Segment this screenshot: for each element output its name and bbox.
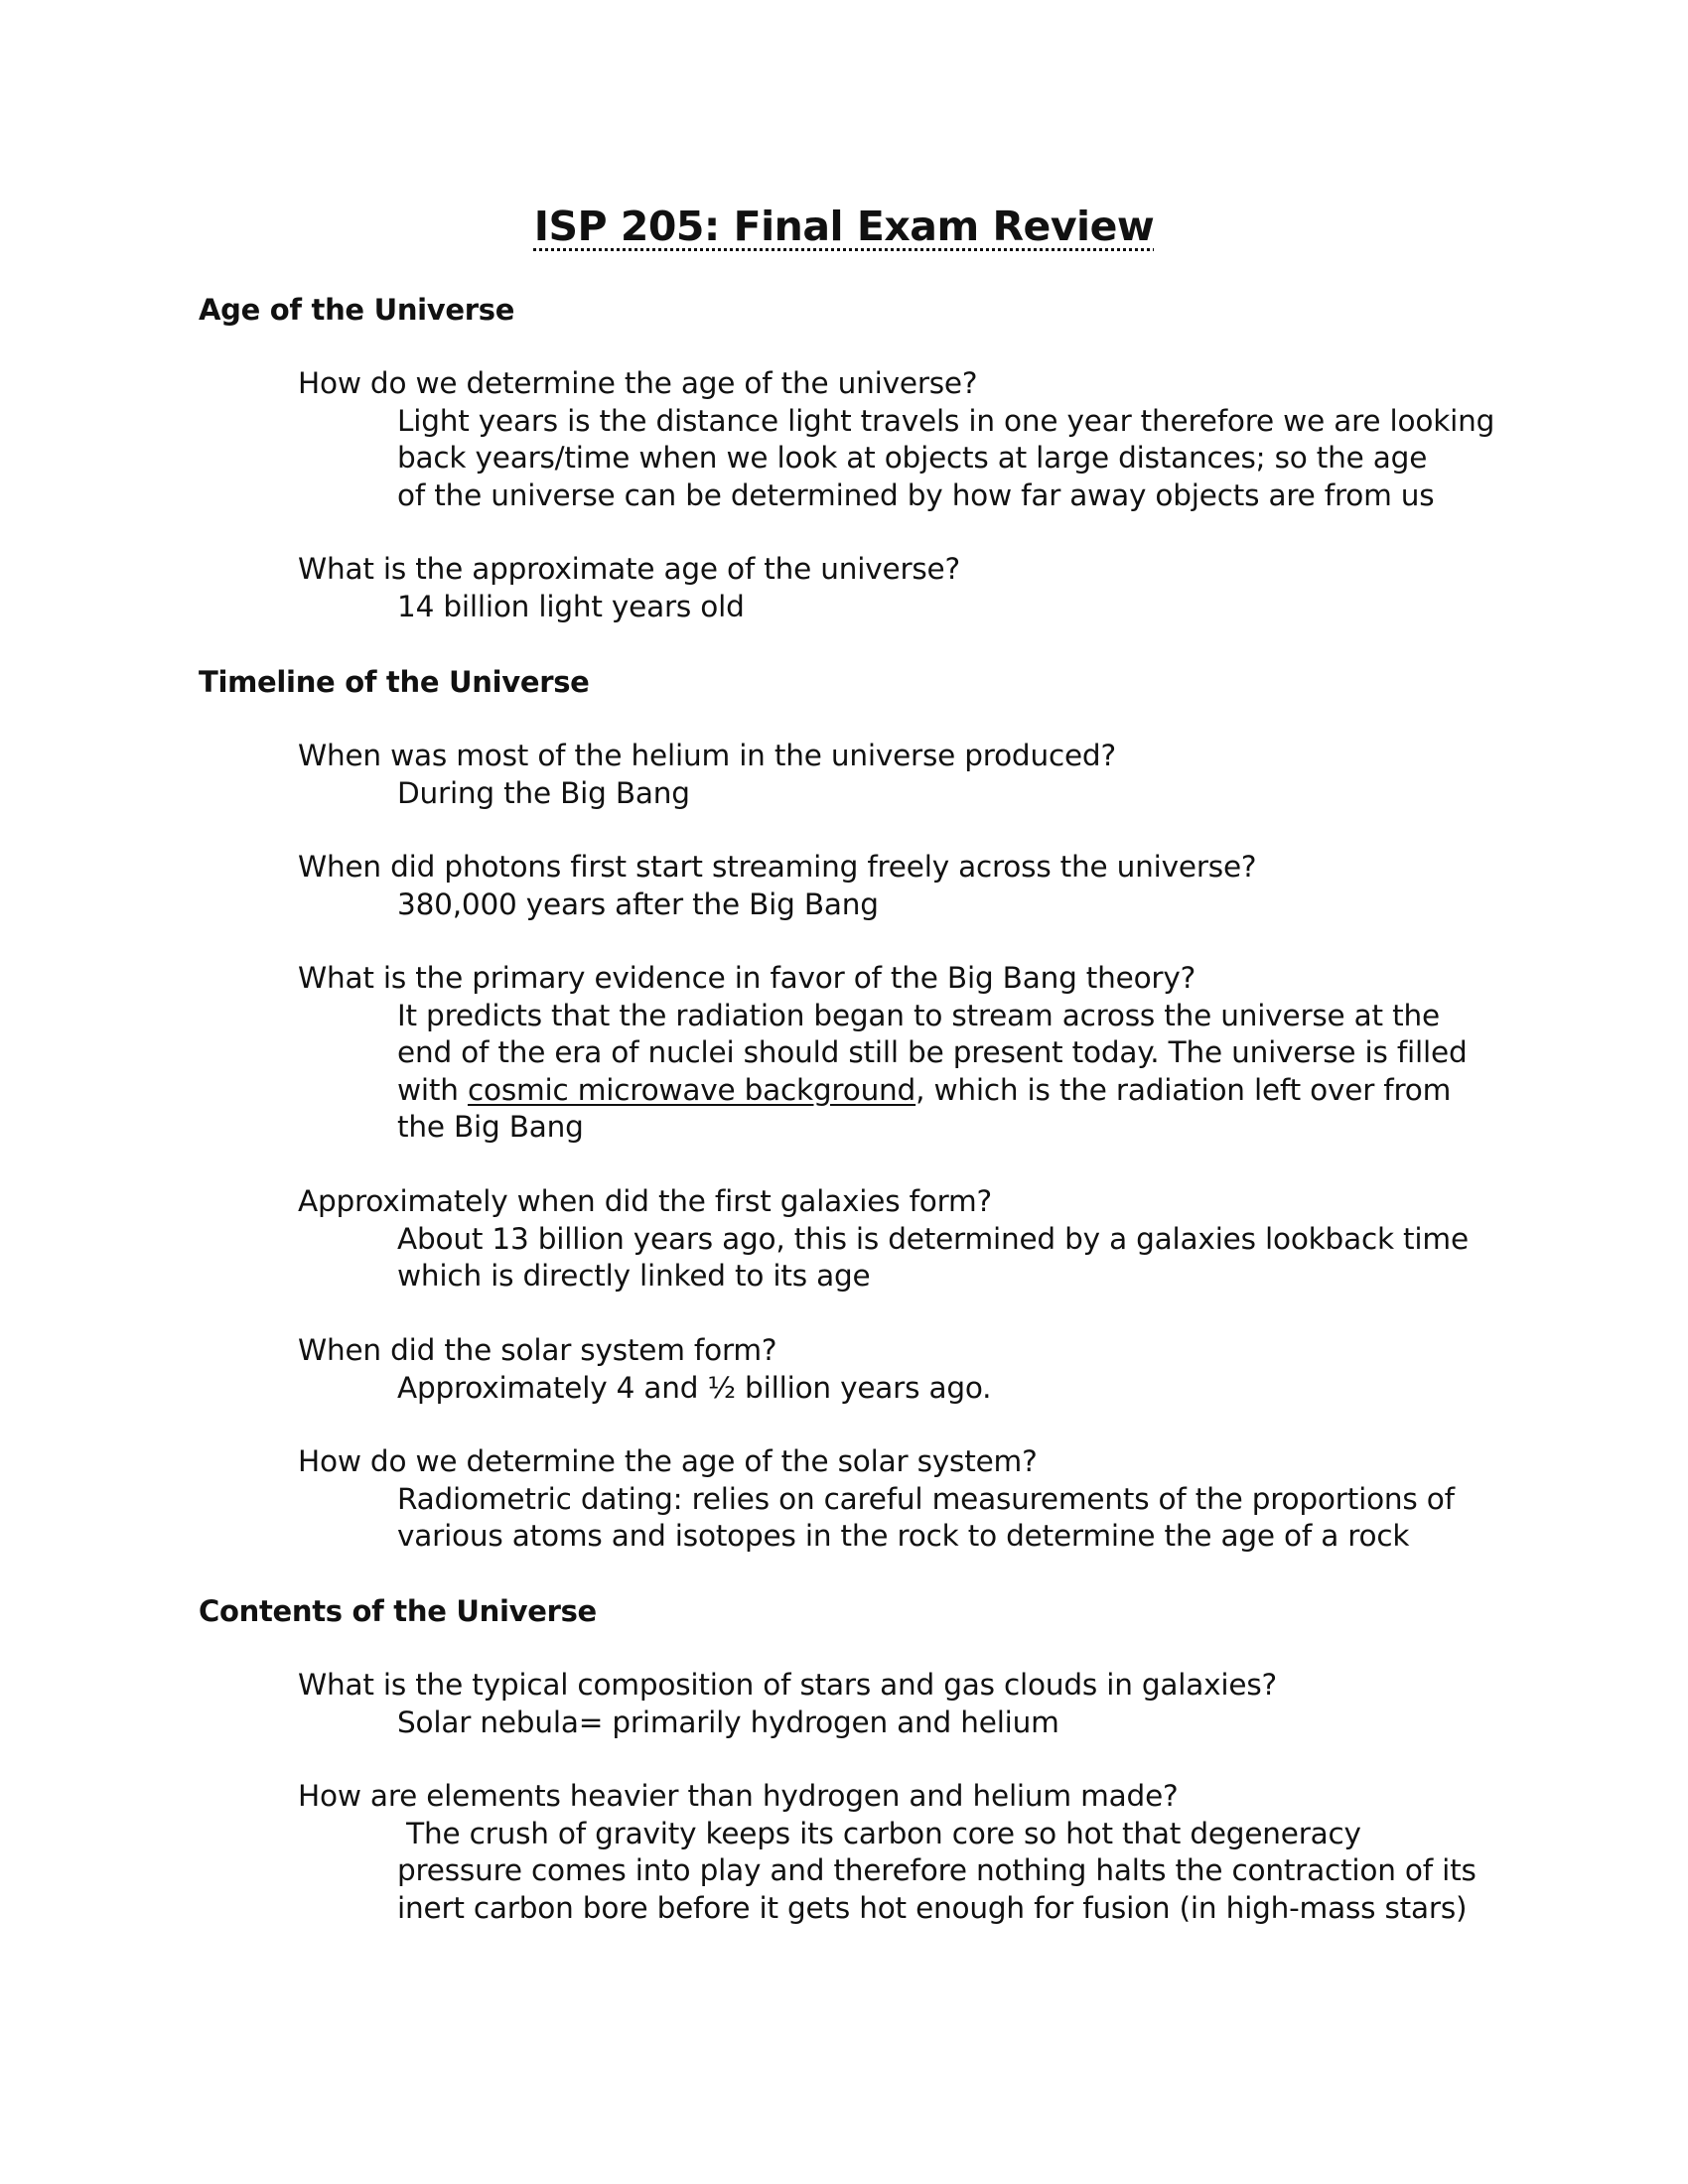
- question: When did the solar system form?: [298, 1333, 777, 1367]
- page-title: ISP 205: Final Exam Review: [533, 203, 1155, 250]
- question: Approximately when did the first galaxies form?: [298, 1184, 993, 1218]
- answer: [397, 589, 1529, 626]
- question: When did photons first start streaming freely across the universe?: [298, 850, 1257, 884]
- section-heading-contents: Contents of the Universe: [199, 1594, 597, 1628]
- answer-line: back years/time when we look at objects at large distances; so the age: [397, 441, 1428, 475]
- question: When was most of the helium in the universe produced?: [298, 739, 1116, 772]
- answer-line: It predicts that the radiation began to stream across the universe at the: [397, 998, 1440, 1032]
- answer-line: pressure comes into play and therefore nothing halts the contraction of its: [397, 1853, 1477, 1887]
- answer-line: Light years is the distance light travels in one year therefore we are looking: [397, 403, 1495, 438]
- answer-line: Radiometric dating: relies on careful measurements of the proportions of: [397, 1481, 1455, 1516]
- qa-item: [298, 849, 1549, 923]
- answer-line: 14 billion light years old: [397, 589, 745, 623]
- qa-item: [298, 738, 1549, 812]
- answer-line: Approximately 4 and ½ billion years ago.: [397, 1370, 992, 1405]
- answer-text: with: [397, 1072, 468, 1107]
- answer: [397, 1705, 1529, 1742]
- answer-line: end of the era of nuclei should still be present today. The universe is filled: [397, 1035, 1468, 1069]
- answer-line: of the universe can be determined by how far away objects are from us: [397, 478, 1435, 512]
- answer-line: which is directly linked to its age: [397, 1259, 871, 1293]
- question: How do we determine the age of the universe?: [298, 366, 978, 400]
- question: What is the typical composition of stars and gas clouds in galaxies?: [298, 1668, 1278, 1702]
- answer: [397, 1221, 1529, 1296]
- qa-item: [298, 551, 1549, 625]
- answer-line: Solar nebula= primarily hydrogen and helium: [397, 1705, 1059, 1739]
- question: How do we determine the age of the solar system?: [298, 1444, 1038, 1478]
- question: What is the primary evidence in favor of the Big Bang theory?: [298, 961, 1196, 995]
- answer-line: [397, 1072, 1529, 1110]
- qa-item: [298, 1332, 1549, 1407]
- section-heading-timeline: Timeline of the Universe: [199, 665, 590, 699]
- answer: [397, 887, 1529, 924]
- answer-text: , which is the radiation left over from: [915, 1072, 1452, 1107]
- answer-line: About 13 billion years ago, this is determined by a galaxies lookback time: [397, 1221, 1469, 1256]
- answer-line: the Big Bang: [397, 1110, 584, 1144]
- answer: [397, 998, 1529, 1147]
- qa-item: [298, 1443, 1549, 1556]
- answer: [397, 1481, 1529, 1556]
- answer: [397, 403, 1529, 515]
- answer-line: inert carbon bore before it gets hot enough for fusion (in high-mass stars): [397, 1890, 1468, 1925]
- answer-line: During the Big Bang: [397, 775, 690, 810]
- answer: [397, 775, 1529, 813]
- answer-line: The crush of gravity keeps its carbon core so hot that degeneracy: [397, 1816, 1361, 1850]
- qa-item: [298, 1778, 1549, 1927]
- answer: [397, 1370, 1529, 1408]
- qa-item: [298, 960, 1549, 1147]
- qa-item: [298, 1183, 1549, 1296]
- underlined-term: cosmic microwave background: [467, 1072, 916, 1107]
- answer: [397, 1816, 1529, 1928]
- question: How are elements heavier than hydrogen and helium made?: [298, 1779, 1179, 1813]
- question: What is the approximate age of the universe?: [298, 552, 960, 586]
- section-heading-age: Age of the Universe: [199, 293, 515, 327]
- qa-item: [298, 365, 1549, 514]
- answer-line: various atoms and isotopes in the rock to determine the age of a rock: [397, 1519, 1410, 1553]
- qa-item: [298, 1667, 1549, 1741]
- answer-line: 380,000 years after the Big Bang: [397, 887, 879, 921]
